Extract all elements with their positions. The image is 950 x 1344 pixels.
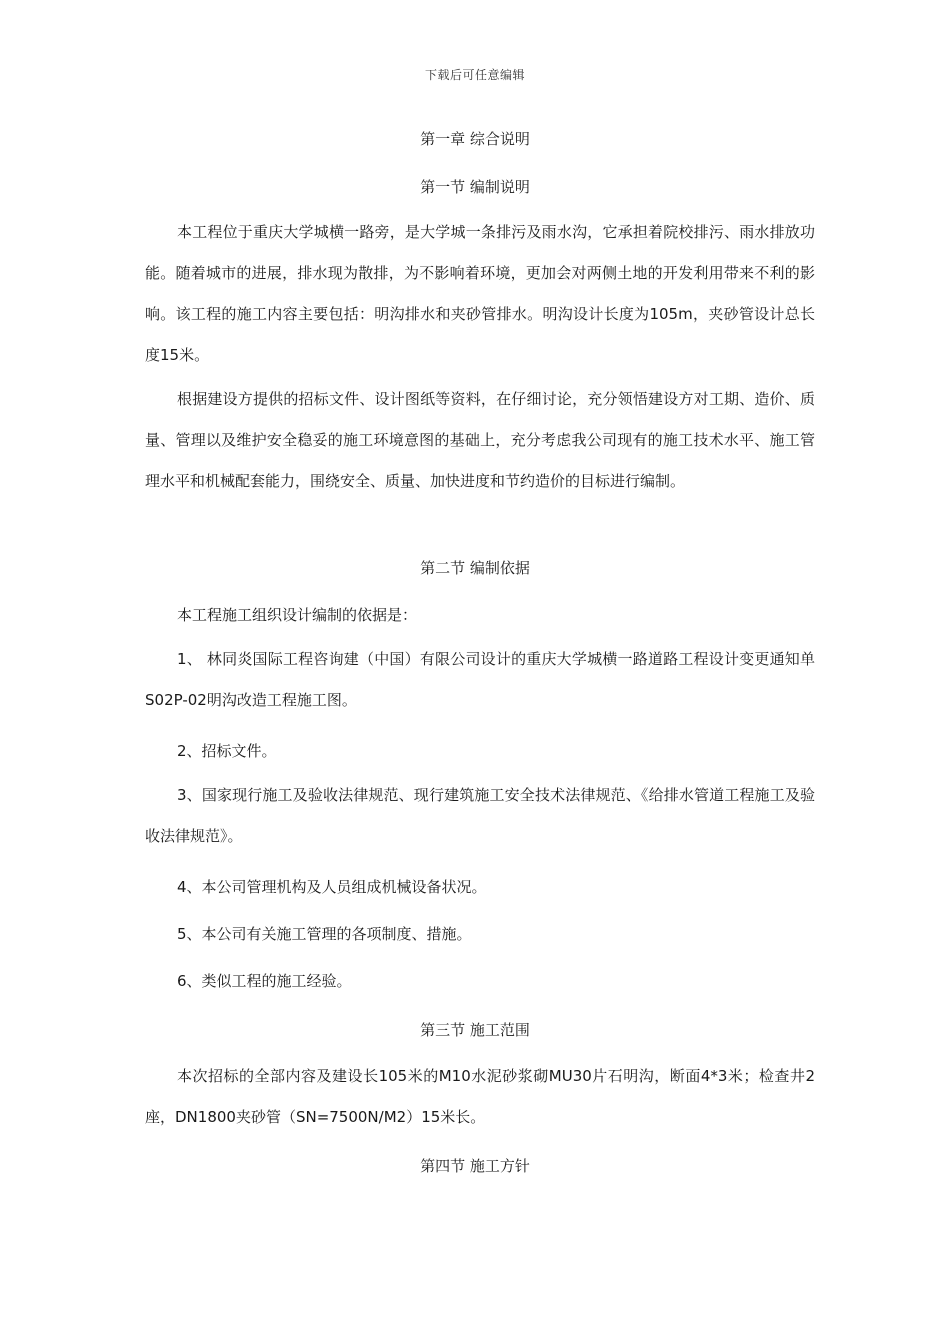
section-title-1: 第一节 编制说明	[420, 178, 530, 196]
section1-paragraph-2: 根据建设方提供的招标文件、设计图纸等资料，在仔细讨论，充分领悟建设方对工期、造价、质量、管理以及维护安全稳妥的施工环境意图的基础上，充分考虑我公司现有的施工技术水平、施工管理水平和机械配套能力，围绕安全、质量、加快进度和节约造价的目标进行编制。	[145, 390, 815, 490]
section-title-4: 第四节 施工方针	[420, 1157, 530, 1175]
basis-item-5: 5、本公司有关施工管理的各项制度、措施。	[177, 925, 472, 943]
basis-item-3: 3、国家现行施工及验收法律规范、现行建筑施工安全技术法律规范、《给排水管道工程施工及验收法律规范》。	[145, 786, 815, 845]
basis-item-1: 1、 林同炎国际工程咨询建（中国）有限公司设计的重庆大学城横一路道路工程设计变更通知单S02P-02明沟改造工程施工图。	[145, 650, 815, 709]
section-title-3: 第三节 施工范围	[420, 1021, 530, 1039]
basis-item-6: 6、类似工程的施工经验。	[177, 972, 352, 990]
section1-paragraph-1: 本工程位于重庆大学城横一路旁，是大学城一条排污及雨水沟，它承担着院校排污、雨水排放功能。随着城市的进展，排水现为散排，为不影响着环境，更加会对两侧土地的开发利用带来不利的影响。该工程的施工内容主要包括：明沟排水和夹砂管排水。明沟设计长度为105m，夹砂管设计总长度15米。	[145, 223, 815, 364]
section-title-2: 第二节 编制依据	[420, 559, 530, 577]
basis-item-2: 2、招标文件。	[177, 742, 277, 760]
section2-intro: 本工程施工组织设计编制的依据是：	[177, 606, 418, 624]
page-header: 下载后可任意编辑	[424, 68, 525, 82]
chapter-title: 第一章 综合说明	[420, 130, 530, 148]
basis-item-4: 4、本公司管理机构及人员组成机械设备状况。	[177, 878, 487, 896]
section3-paragraph: 本次招标的全部内容及建设长105米的M10水泥砂浆砌MU30片石明沟，断面4*3米；检查井2座，DN1800夹砂管（SN=7500N/M2）15米长。	[145, 1067, 815, 1126]
